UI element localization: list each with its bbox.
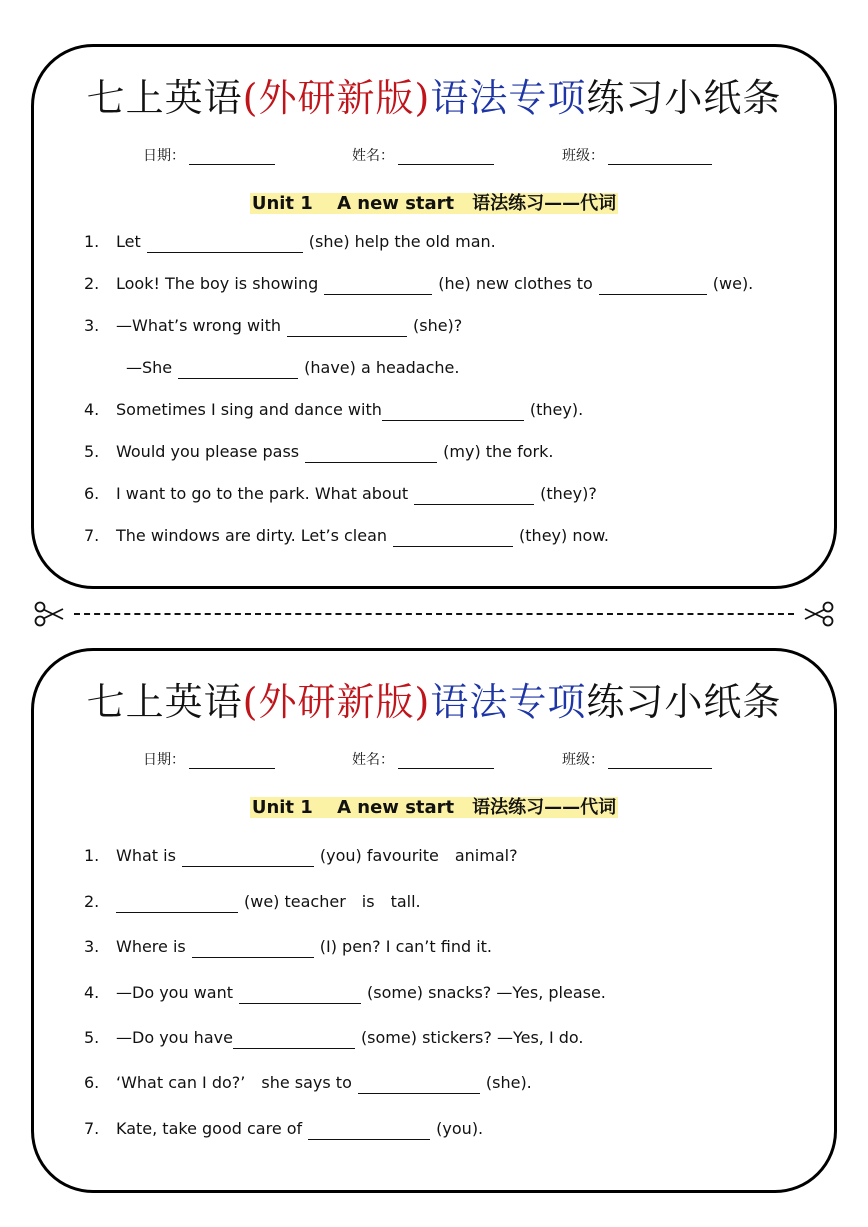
info-row bbox=[34, 749, 834, 769]
question-1: 1. Let (she) help the old man. bbox=[84, 232, 496, 251]
worksheet-card-1 bbox=[31, 44, 837, 589]
answer-blank[interactable] bbox=[178, 360, 298, 379]
name-field[interactable]: 姓名： bbox=[352, 749, 494, 769]
answer-blank[interactable] bbox=[599, 276, 707, 295]
answer-blank[interactable] bbox=[233, 1030, 355, 1049]
question-2: 2. (we) teacher is tall. bbox=[84, 892, 421, 911]
date-field[interactable]: 日期： bbox=[143, 145, 275, 165]
answer-blank[interactable] bbox=[116, 894, 238, 913]
question-5: 5. —Do you have (some) stickers? —Yes, I do. bbox=[84, 1028, 584, 1047]
cut-line bbox=[34, 600, 834, 628]
worksheet-title: 七上英语(外研新版)语法专项练习小纸条 bbox=[86, 680, 782, 724]
date-field[interactable]: 日期： bbox=[143, 749, 275, 769]
answer-blank[interactable] bbox=[358, 1075, 480, 1094]
worksheet-card-2 bbox=[31, 648, 837, 1193]
question-3-reply: —She (have) a headache. bbox=[126, 358, 460, 377]
answer-blank[interactable] bbox=[147, 234, 303, 253]
question-7: 7. Kate, take good care of (you). bbox=[84, 1119, 484, 1138]
question-3: 3. Where is (I) pen? I can’t find it. bbox=[84, 937, 493, 956]
question-1: 1. What is (you) favourite animal? bbox=[84, 846, 518, 865]
answer-blank[interactable] bbox=[192, 939, 314, 958]
question-4: 4. Sometimes I sing and dance with (they). bbox=[84, 400, 584, 419]
question-5: 5. Would you please pass (my) the fork. bbox=[84, 442, 554, 461]
worksheet-title: 七上英语(外研新版)语法专项练习小纸条 bbox=[86, 76, 782, 120]
question-6: 6. I want to go to the park. What about (they)? bbox=[84, 484, 597, 503]
question-4: 4. —Do you want (some) snacks? —Yes, please. bbox=[84, 983, 606, 1002]
answer-blank[interactable] bbox=[182, 848, 314, 867]
class-field[interactable]: 班级： bbox=[562, 749, 712, 769]
name-field[interactable]: 姓名： bbox=[352, 145, 494, 165]
answer-blank[interactable] bbox=[239, 985, 361, 1004]
answer-blank[interactable] bbox=[305, 444, 437, 463]
question-6: 6. ‘What can I do?’ she says to (she). bbox=[84, 1073, 532, 1092]
scissors-icon bbox=[804, 600, 834, 628]
answer-blank[interactable] bbox=[308, 1121, 430, 1140]
answer-blank[interactable] bbox=[393, 528, 513, 547]
answer-blank[interactable] bbox=[382, 402, 524, 421]
question-7: 7. The windows are dirty. Let’s clean (they) now. bbox=[84, 526, 609, 545]
answer-blank[interactable] bbox=[287, 318, 407, 337]
unit-heading: Unit 1 A new start 语法练习——代词 bbox=[251, 193, 617, 214]
class-field[interactable]: 班级： bbox=[562, 145, 712, 165]
unit-heading: Unit 1 A new start 语法练习——代词 bbox=[251, 797, 617, 818]
answer-blank[interactable] bbox=[414, 486, 534, 505]
info-row bbox=[34, 145, 834, 165]
scissors-icon bbox=[34, 600, 64, 628]
question-2: 2. Look! The boy is showing (he) new clothes to (we). bbox=[84, 274, 754, 293]
answer-blank[interactable] bbox=[324, 276, 432, 295]
question-3: 3. —What’s wrong with (she)? bbox=[84, 316, 463, 335]
